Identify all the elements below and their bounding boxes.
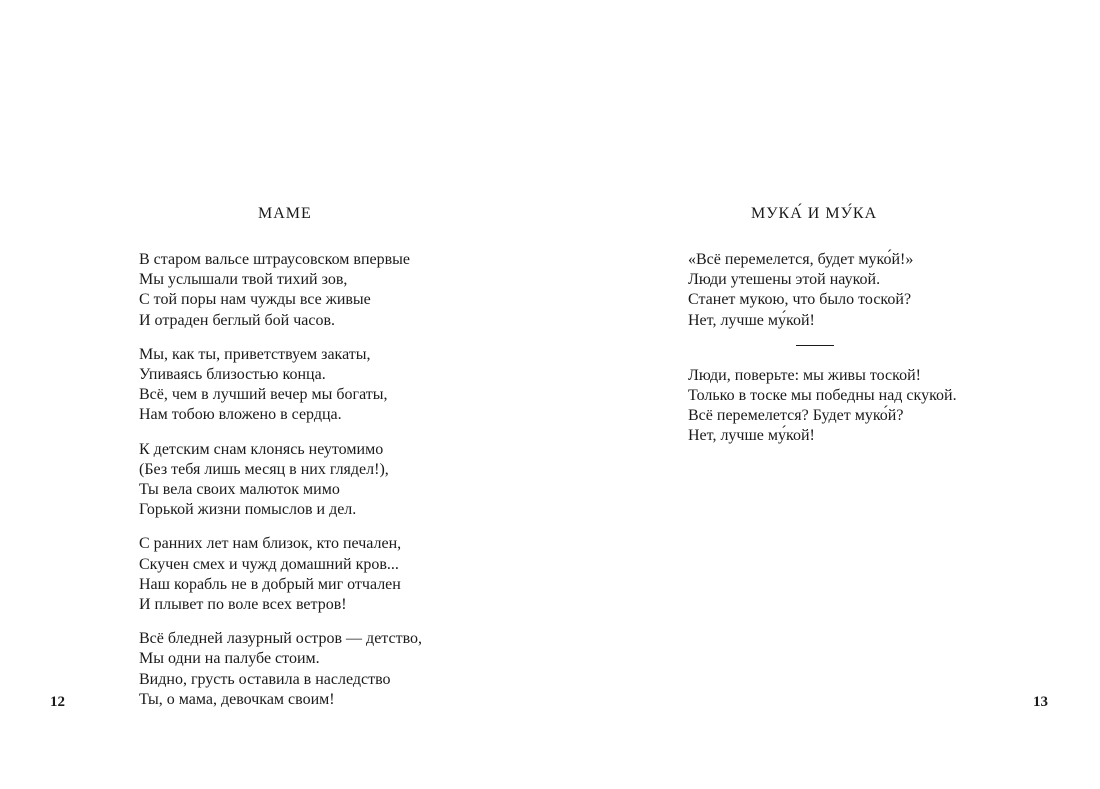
- poem-title: МАМЕ: [258, 205, 312, 222]
- poem-line: Станет мукою, что было тоской?: [688, 291, 912, 309]
- stanza: [139, 440, 422, 521]
- poem-line: Видно, грусть оставила в наследство: [139, 670, 391, 688]
- stanza: [139, 250, 422, 331]
- stanza: [139, 534, 422, 615]
- poem-line: Нет, лучше му́кой!: [688, 311, 815, 329]
- poem-line: Люди, поверьте: мы живы тоской!: [688, 366, 921, 384]
- poem-line: Упиваясь близостью конца.: [139, 366, 326, 384]
- poem-line: Нам тобою вложено в сердца.: [139, 406, 342, 424]
- poem-line: Ты вела своих малюток мимо: [139, 481, 340, 499]
- poem-line: К детским снам клонясь неутомимо: [139, 440, 384, 458]
- poem-line: Ты, о мама, девочкам своим!: [139, 690, 335, 708]
- stanza: [139, 345, 422, 426]
- poem-line: Всё перемелется? Будет муко́й?: [688, 407, 904, 425]
- poem-line: Нет, лучше му́кой!: [688, 427, 815, 445]
- stanza: [688, 250, 957, 331]
- stanza: [688, 366, 957, 447]
- poem-line: Мы одни на палубе стоим.: [139, 650, 320, 668]
- poem-line: Скучен смех и чужд домашний кров...: [139, 555, 399, 573]
- right-page: [550, 0, 1100, 789]
- poem-line: В старом вальсе штраусовском впервые: [139, 251, 411, 268]
- poem-line: Люди утешены этой наукой.: [688, 271, 881, 289]
- poem-title: МУКА́ И МУ́КА: [751, 205, 878, 222]
- stanza: [139, 629, 422, 710]
- poem-line: Наш корабль не в добрый миг отчален: [139, 575, 401, 593]
- poem-line: Только в тоске мы победны над скукой.: [688, 387, 957, 405]
- poem-line: (Без тебя лишь месяц в них глядел!),: [139, 460, 389, 478]
- poem-line: С той поры нам чужды все живые: [139, 291, 371, 309]
- poem-line: «Всё перемелется, будет муко́й!»: [688, 251, 914, 268]
- page-number: 12: [50, 694, 65, 710]
- poem-line: И отраден беглый бой часов.: [139, 311, 336, 329]
- poem-line: С ранних лет нам близок, кто печален,: [139, 535, 402, 553]
- poem-line: Мы услышали твой тихий зов,: [139, 271, 348, 289]
- poem-body: [139, 250, 422, 724]
- poem-line: Горькой жизни помыслов и дел.: [139, 501, 357, 519]
- poem-body: [688, 250, 957, 461]
- section-divider: [796, 345, 834, 346]
- poem-line: Всё бледней лазурный остров — детство,: [139, 630, 423, 648]
- poem-line: Мы, как ты, приветствуем закаты,: [139, 345, 371, 363]
- page-number: 13: [1033, 694, 1048, 710]
- poem-line: Всё, чем в лучший вечер мы богаты,: [139, 386, 388, 404]
- poem-line: И плывет по воле всех ветров!: [139, 596, 347, 614]
